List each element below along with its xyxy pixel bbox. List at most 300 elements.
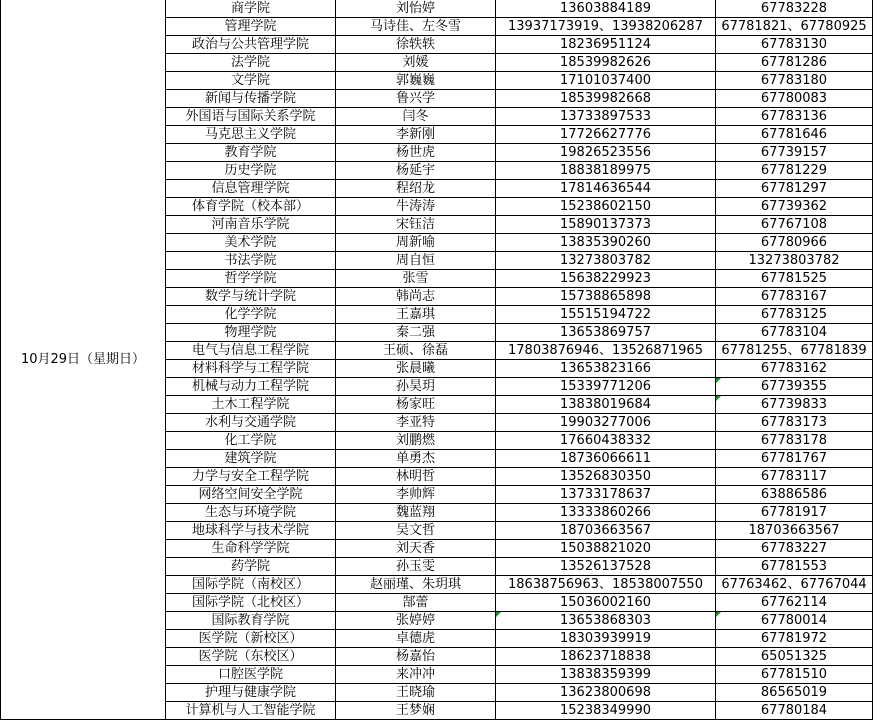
phone-cell-text: 18236951124 <box>560 37 651 52</box>
office-phone-cell[interactable] <box>716 594 873 612</box>
college-cell[interactable] <box>166 378 336 396</box>
phone-cell[interactable] <box>496 360 716 378</box>
college-cell[interactable] <box>166 648 336 666</box>
college-cell[interactable] <box>166 468 336 486</box>
phone-cell-text: 13333860266 <box>560 505 651 520</box>
college-cell-text: 管理学院 <box>224 19 277 34</box>
office-phone-cell-text: 67783125 <box>760 307 828 322</box>
college-cell[interactable] <box>166 216 336 234</box>
phone-cell[interactable] <box>496 180 716 198</box>
contact-name-cell[interactable] <box>336 486 496 504</box>
contact-name-cell[interactable] <box>336 306 496 324</box>
phone-cell[interactable] <box>496 18 716 36</box>
college-cell[interactable] <box>166 576 336 594</box>
office-phone-cell-text: 67781646 <box>760 127 828 142</box>
contact-name-cell[interactable] <box>336 396 496 414</box>
office-phone-cell[interactable] <box>716 450 873 468</box>
office-phone-cell[interactable] <box>716 576 873 594</box>
college-cell[interactable] <box>166 126 336 144</box>
office-phone-cell[interactable] <box>716 36 873 54</box>
phone-cell-text: 13623800698 <box>560 685 651 700</box>
phone-cell[interactable] <box>496 270 716 288</box>
phone-cell-text: 18623718838 <box>560 649 651 664</box>
college-cell-text: 书法学院 <box>224 253 277 268</box>
office-phone-cell-text: 67780966 <box>760 235 828 250</box>
college-cell[interactable] <box>166 270 336 288</box>
contact-name-cell[interactable] <box>336 432 496 450</box>
phone-cell-text: 13273803782 <box>560 253 651 268</box>
contact-name-cell[interactable] <box>336 540 496 558</box>
college-cell-text: 土木工程学院 <box>211 397 290 412</box>
office-phone-cell-text: 67783178 <box>760 433 828 448</box>
college-cell-text: 河南音乐学院 <box>211 217 290 232</box>
phone-cell[interactable] <box>496 396 716 414</box>
contact-name-cell[interactable] <box>336 450 496 468</box>
college-cell[interactable] <box>166 540 336 558</box>
college-cell[interactable] <box>166 198 336 216</box>
phone-cell[interactable] <box>496 126 716 144</box>
phone-cell-text: 13838019684 <box>560 397 651 412</box>
contact-name-cell[interactable] <box>336 378 496 396</box>
phone-cell-text: 17101037400 <box>560 73 651 88</box>
phone-cell-text: 13653823166 <box>560 361 651 376</box>
office-phone-cell[interactable] <box>716 612 873 630</box>
contact-name-cell[interactable] <box>336 630 496 648</box>
office-phone-cell-text: 18703663567 <box>748 523 840 538</box>
office-phone-cell[interactable] <box>716 270 873 288</box>
contact-name-cell-text: 王硕、徐磊 <box>382 343 448 358</box>
phone-cell-text: 15638229923 <box>560 271 651 286</box>
contact-name-cell[interactable] <box>336 18 496 36</box>
contact-name-cell[interactable] <box>336 666 496 684</box>
contact-name-cell[interactable] <box>336 216 496 234</box>
college-cell-text: 地球科学与技术学院 <box>191 523 309 538</box>
phone-cell[interactable] <box>496 144 716 162</box>
office-phone-cell-text: 67781917 <box>760 505 828 520</box>
contact-name-cell[interactable] <box>336 558 496 576</box>
office-phone-cell[interactable] <box>716 702 873 720</box>
college-cell-text: 力学与安全工程学院 <box>191 469 309 484</box>
college-cell-text: 体育学院（校本部） <box>191 199 309 214</box>
contact-name-cell-text: 吴文哲 <box>395 523 435 538</box>
phone-cell[interactable] <box>496 378 716 396</box>
contact-name-cell-text: 魏蓝翔 <box>395 505 435 520</box>
phone-cell-text: 18303939919 <box>560 631 651 646</box>
phone-cell[interactable] <box>496 684 716 702</box>
office-phone-cell[interactable] <box>716 108 873 126</box>
contact-name-cell-text: 周自恒 <box>395 253 435 268</box>
phone-cell[interactable] <box>496 0 716 18</box>
phone-cell[interactable] <box>496 594 716 612</box>
contact-name-cell[interactable] <box>336 108 496 126</box>
office-phone-cell-text: 67781255、67781839 <box>721 343 867 358</box>
phone-cell[interactable] <box>496 468 716 486</box>
office-phone-cell-text: 13273803782 <box>748 253 840 268</box>
college-cell-text: 药学院 <box>230 559 270 574</box>
phone-cell[interactable] <box>496 450 716 468</box>
contact-name-cell-text: 张婷婷 <box>395 613 435 628</box>
office-phone-cell[interactable] <box>716 18 873 36</box>
college-cell-text: 信息管理学院 <box>211 181 290 196</box>
phone-cell-text: 17803876946、13526871965 <box>508 343 703 358</box>
college-cell-text: 计算机与人工智能学院 <box>185 703 316 718</box>
phone-cell-text: 17726627776 <box>560 127 651 142</box>
contact-name-cell[interactable] <box>336 36 496 54</box>
office-phone-cell-text: 67780184 <box>760 703 828 718</box>
office-phone-cell-text: 67783162 <box>760 361 828 376</box>
phone-cell[interactable] <box>496 648 716 666</box>
contact-name-cell-text: 李帅辉 <box>395 487 435 502</box>
college-cell[interactable] <box>166 414 336 432</box>
contact-name-cell-text: 杨嘉怡 <box>395 649 435 664</box>
college-cell-text: 水利与交通学院 <box>204 415 296 430</box>
college-cell[interactable] <box>166 234 336 252</box>
office-phone-cell[interactable] <box>716 486 873 504</box>
contact-name-cell-text: 程绍龙 <box>395 181 435 196</box>
college-cell[interactable] <box>166 432 336 450</box>
college-cell[interactable] <box>166 162 336 180</box>
contact-name-cell-text: 刘媛 <box>402 55 429 70</box>
office-phone-cell[interactable] <box>716 54 873 72</box>
office-phone-cell-text: 67781767 <box>760 451 828 466</box>
college-cell[interactable] <box>166 630 336 648</box>
college-cell-text: 历史学院 <box>224 163 277 178</box>
phone-cell[interactable] <box>496 288 716 306</box>
office-phone-cell-text: 67783180 <box>760 73 828 88</box>
phone-cell-text: 18638756963、18538007550 <box>508 577 703 592</box>
phone-cell[interactable] <box>496 198 716 216</box>
contact-name-cell[interactable] <box>336 198 496 216</box>
phone-cell[interactable] <box>496 612 716 630</box>
college-cell-text: 网络空间安全学院 <box>198 487 303 502</box>
college-cell[interactable] <box>166 558 336 576</box>
college-cell-text: 电气与信息工程学院 <box>191 343 309 358</box>
office-phone-cell[interactable] <box>716 306 873 324</box>
office-phone-cell[interactable] <box>716 234 873 252</box>
office-phone-cell-text: 67783117 <box>760 469 828 484</box>
contact-name-cell-text: 赵丽瑾、朱玥琪 <box>369 577 461 592</box>
college-cell[interactable] <box>166 72 336 90</box>
college-cell-text: 法学院 <box>230 55 270 70</box>
office-phone-cell-text: 67781286 <box>760 55 828 70</box>
phone-cell[interactable] <box>496 702 716 720</box>
office-phone-cell[interactable] <box>716 648 873 666</box>
phone-cell-text: 19826523556 <box>560 145 651 160</box>
contact-name-cell[interactable] <box>336 684 496 702</box>
office-phone-cell-text: 67780083 <box>760 91 828 106</box>
office-phone-cell-text: 67781821、67780925 <box>721 19 867 34</box>
phone-cell-text: 13937173919、13938206287 <box>508 19 703 34</box>
contact-name-cell-text: 林明哲 <box>395 469 435 484</box>
phone-cell-text: 15515194722 <box>560 307 651 322</box>
contact-name-cell-text: 闫冬 <box>402 109 429 124</box>
college-cell[interactable] <box>166 504 336 522</box>
phone-cell[interactable] <box>496 252 716 270</box>
phone-cell-text: 17660438332 <box>560 433 651 448</box>
contact-name-cell[interactable] <box>336 72 496 90</box>
college-cell[interactable] <box>166 396 336 414</box>
contact-name-cell[interactable] <box>336 612 496 630</box>
cell-comment-flag-icon <box>716 612 721 617</box>
office-phone-cell-text: 67781553 <box>760 559 828 574</box>
contact-name-cell[interactable] <box>336 0 496 18</box>
office-phone-cell[interactable] <box>716 342 873 360</box>
contact-name-cell[interactable] <box>336 522 496 540</box>
office-phone-cell[interactable] <box>716 414 873 432</box>
college-cell-text: 医学院（东校区） <box>198 649 303 664</box>
contact-name-cell-text: 卓德虎 <box>395 631 435 646</box>
phone-cell[interactable] <box>496 342 716 360</box>
contact-name-cell[interactable] <box>336 468 496 486</box>
contact-name-cell-text: 张雪 <box>402 271 429 286</box>
office-phone-cell-text: 67781510 <box>760 667 828 682</box>
college-cell-text: 数学与统计学院 <box>204 289 296 304</box>
office-phone-cell-text: 67763462、67767044 <box>721 577 867 592</box>
college-cell[interactable] <box>166 360 336 378</box>
contact-name-cell[interactable] <box>336 270 496 288</box>
college-cell-text: 医学院（新校区） <box>198 631 303 646</box>
phone-cell-text: 13733178637 <box>560 487 651 502</box>
college-cell[interactable] <box>166 324 336 342</box>
contact-name-cell-text: 王嘉琪 <box>395 307 435 322</box>
phone-cell-text: 15038821020 <box>560 541 651 556</box>
phone-cell-text: 15738865898 <box>560 289 651 304</box>
contact-name-cell-text: 王梦娴 <box>395 703 435 718</box>
college-cell-text: 化学学院 <box>224 307 277 322</box>
college-cell[interactable] <box>166 306 336 324</box>
contact-name-cell[interactable] <box>336 54 496 72</box>
office-phone-cell[interactable] <box>716 468 873 486</box>
college-cell[interactable] <box>166 342 336 360</box>
contact-name-cell-text: 张晨曦 <box>395 361 435 376</box>
contact-name-cell-text: 李亚特 <box>395 415 435 430</box>
phone-cell-text: 13733897533 <box>560 109 651 124</box>
contact-name-cell[interactable] <box>336 504 496 522</box>
contact-name-cell[interactable] <box>336 234 496 252</box>
college-cell[interactable] <box>166 450 336 468</box>
phone-cell[interactable] <box>496 72 716 90</box>
contact-name-cell-text: 杨家旺 <box>395 397 435 412</box>
college-cell[interactable] <box>166 18 336 36</box>
college-cell-text: 机械与动力工程学院 <box>191 379 309 394</box>
office-phone-cell[interactable] <box>716 90 873 108</box>
college-cell-text: 哲学学院 <box>224 271 277 286</box>
office-phone-cell-text: 67739157 <box>760 145 828 160</box>
office-phone-cell[interactable] <box>716 288 873 306</box>
phone-cell-text: 18838189975 <box>560 163 651 178</box>
phone-cell[interactable] <box>496 324 716 342</box>
contact-name-cell[interactable] <box>336 144 496 162</box>
contact-name-cell-text: 王晓瑜 <box>395 685 435 700</box>
office-phone-cell[interactable] <box>716 666 873 684</box>
college-cell[interactable] <box>166 108 336 126</box>
office-phone-cell-text: 67781972 <box>760 631 828 646</box>
college-cell-text: 商学院 <box>230 1 270 16</box>
office-phone-cell[interactable] <box>716 144 873 162</box>
contact-name-cell-text: 鲁兴学 <box>395 91 435 106</box>
college-cell[interactable] <box>166 594 336 612</box>
phone-cell[interactable] <box>496 558 716 576</box>
college-cell[interactable] <box>166 288 336 306</box>
contact-name-cell[interactable] <box>336 180 496 198</box>
contact-name-cell-text: 杨世虎 <box>395 145 435 160</box>
phone-cell-text: 19903277006 <box>560 415 651 430</box>
phone-cell[interactable] <box>496 306 716 324</box>
office-phone-cell[interactable] <box>716 324 873 342</box>
cell-comment-flag-icon <box>716 396 721 401</box>
office-phone-cell-text: 67781229 <box>760 163 828 178</box>
contact-name-cell-text: 刘怡婷 <box>395 1 435 16</box>
contact-name-cell-text: 刘天香 <box>395 541 435 556</box>
contact-name-cell[interactable] <box>336 90 496 108</box>
college-cell-text: 马克思主义学院 <box>204 127 296 142</box>
phone-cell-text: 18703663567 <box>560 523 651 538</box>
college-cell[interactable] <box>166 486 336 504</box>
contact-name-cell[interactable] <box>336 702 496 720</box>
college-cell-text: 教育学院 <box>224 145 277 160</box>
office-phone-cell[interactable] <box>716 540 873 558</box>
office-phone-cell[interactable] <box>716 432 873 450</box>
college-cell-text: 国际学院（北校区） <box>191 595 309 610</box>
phone-cell[interactable] <box>496 162 716 180</box>
college-cell-text: 外国语与国际关系学院 <box>185 109 316 124</box>
office-phone-cell[interactable] <box>716 0 873 18</box>
contact-name-cell[interactable] <box>336 360 496 378</box>
college-cell[interactable] <box>166 36 336 54</box>
phone-cell[interactable] <box>496 576 716 594</box>
office-phone-cell-text: 67783130 <box>760 37 828 52</box>
phone-cell[interactable] <box>496 414 716 432</box>
phone-cell-text: 18539982668 <box>560 91 651 106</box>
phone-cell[interactable] <box>496 504 716 522</box>
cell-comment-flag-icon <box>716 378 721 383</box>
date-cell[interactable]: 10月29日（星期日） <box>1 0 166 720</box>
phone-cell[interactable] <box>496 486 716 504</box>
college-cell-text: 物理学院 <box>224 325 277 340</box>
office-phone-cell[interactable] <box>716 180 873 198</box>
contact-name-cell[interactable] <box>336 252 496 270</box>
office-phone-cell-text: 67762114 <box>760 595 828 610</box>
office-phone-cell-text: 67781525 <box>760 271 828 286</box>
office-phone-cell[interactable] <box>716 558 873 576</box>
phone-cell[interactable] <box>496 630 716 648</box>
phone-cell-text: 15238602150 <box>560 199 651 214</box>
contact-name-cell[interactable] <box>336 414 496 432</box>
office-phone-cell[interactable] <box>716 252 873 270</box>
college-cell[interactable] <box>166 90 336 108</box>
office-phone-cell[interactable] <box>716 72 873 90</box>
phone-cell[interactable] <box>496 432 716 450</box>
phone-cell-text: 13838359399 <box>560 667 651 682</box>
contact-name-cell-text: 秦二强 <box>395 325 435 340</box>
contact-name-cell[interactable] <box>336 162 496 180</box>
contact-name-cell[interactable] <box>336 576 496 594</box>
college-cell[interactable] <box>166 144 336 162</box>
phone-cell-text: 13526137528 <box>560 559 651 574</box>
phone-cell[interactable] <box>496 666 716 684</box>
contact-name-cell-text: 牛涛涛 <box>395 199 435 214</box>
office-phone-cell[interactable] <box>716 504 873 522</box>
office-phone-cell[interactable] <box>716 522 873 540</box>
phone-cell-text: 18539982626 <box>560 55 651 70</box>
phone-cell[interactable] <box>496 234 716 252</box>
college-cell[interactable] <box>166 522 336 540</box>
office-phone-cell-text: 67781297 <box>760 181 828 196</box>
college-cell-text: 生态与环境学院 <box>204 505 296 520</box>
college-cell[interactable] <box>166 54 336 72</box>
office-phone-cell-text: 67783173 <box>760 415 828 430</box>
office-phone-cell[interactable] <box>716 162 873 180</box>
college-cell-text: 国际教育学院 <box>211 613 290 628</box>
contact-name-cell[interactable] <box>336 126 496 144</box>
college-cell-text: 国际学院（南校区） <box>191 577 309 592</box>
table-row <box>1 0 873 18</box>
college-cell[interactable] <box>166 180 336 198</box>
phone-cell[interactable] <box>496 216 716 234</box>
college-cell[interactable] <box>166 612 336 630</box>
contact-name-cell[interactable] <box>336 324 496 342</box>
office-phone-cell-text: 67767108 <box>760 217 828 232</box>
office-phone-cell[interactable] <box>716 378 873 396</box>
phone-cell-text: 13835390260 <box>560 235 651 250</box>
college-cell[interactable] <box>166 702 336 720</box>
phone-cell-text: 15238349990 <box>560 703 651 718</box>
contact-name-cell-text: 刘鹏燃 <box>395 433 435 448</box>
office-phone-cell[interactable] <box>716 198 873 216</box>
phone-cell-text: 13603884189 <box>560 1 651 16</box>
cell-comment-flag-icon <box>496 612 501 617</box>
college-cell-text: 美术学院 <box>224 235 277 250</box>
contact-name-cell-text: 徐轶轶 <box>395 37 435 52</box>
phone-cell[interactable] <box>496 90 716 108</box>
office-phone-cell-text: 63886586 <box>760 487 828 502</box>
phone-cell-text: 17814636544 <box>560 181 651 196</box>
phone-cell[interactable] <box>496 522 716 540</box>
office-phone-cell[interactable] <box>716 126 873 144</box>
phone-cell[interactable] <box>496 36 716 54</box>
contact-name-cell[interactable] <box>336 648 496 666</box>
college-cell[interactable] <box>166 684 336 702</box>
contact-name-cell-text: 郜蕾 <box>402 595 429 610</box>
contact-name-cell[interactable] <box>336 288 496 306</box>
office-phone-cell[interactable] <box>716 630 873 648</box>
office-phone-cell-text: 67783228 <box>760 1 828 16</box>
college-cell[interactable] <box>166 666 336 684</box>
office-phone-cell-text: 67783104 <box>760 325 828 340</box>
office-phone-cell-text: 67780014 <box>760 613 828 628</box>
college-cell-text: 生命科学学院 <box>211 541 290 556</box>
contact-name-cell[interactable] <box>336 594 496 612</box>
office-phone-cell-text: 65051325 <box>760 649 828 664</box>
phone-cell[interactable] <box>496 108 716 126</box>
college-cell-text: 化工学院 <box>224 433 277 448</box>
college-cell[interactable] <box>166 0 336 18</box>
college-cell[interactable] <box>166 252 336 270</box>
contact-name-cell-text: 孙昊玥 <box>395 379 435 394</box>
contact-name-cell-text: 杨延宇 <box>395 163 435 178</box>
contact-name-cell[interactable] <box>336 342 496 360</box>
contact-name-cell-text: 韩尚志 <box>395 289 435 304</box>
office-phone-cell[interactable] <box>716 396 873 414</box>
contact-name-cell-text: 周新喻 <box>395 235 435 250</box>
phone-cell[interactable] <box>496 540 716 558</box>
contact-name-cell-text: 来冲冲 <box>395 667 435 682</box>
office-phone-cell[interactable] <box>716 216 873 234</box>
office-phone-cell[interactable] <box>716 360 873 378</box>
office-phone-cell[interactable] <box>716 684 873 702</box>
college-cell-text: 材料科学与工程学院 <box>191 361 309 376</box>
phone-cell[interactable] <box>496 54 716 72</box>
